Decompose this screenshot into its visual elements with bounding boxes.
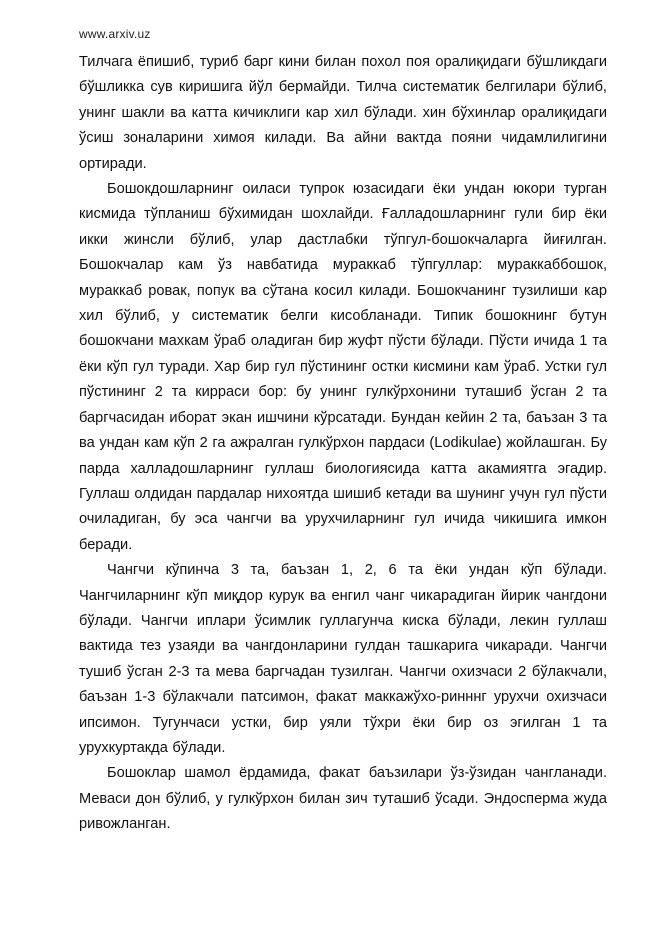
body-paragraph-4: Бошоклар шамол ёрдамида, факат баъзилари ўз-ўзидан чангланади. Меваси дон бўлиб, у гулкўрхон билан зич туташиб ўсади. Эндосперма жуда ривожланган. bbox=[79, 765, 607, 833]
body-paragraph-3: Чангчи кўпинча 3 та, баъзан 1, 2, 6 та ёки ундан кўп бўлади. Чангчиларнинг кўп миқдор курук ва енгил чанг чикарадиган йирик чангдони бўлади. Чангчи иплари ўсимлик гуллагунча киска бўлади, лекин гуллаш вактида тез узаяди ва чангдонларини гулдан ташкарига чикаради. Чангчи тушиб ўсган 2-3 та мева баргчадан тузилган. Чангчи охизчаси 2 бўлакчали, баъзан 1-3 бўлакчали патсимон, факат маккажўхо-ринннг урухчи охизчаси ипсимон. Тугунчаси устки, бир уяли тўхри ёки бир оз эгилган 1 та урухкуртакда бўлади. bbox=[79, 562, 607, 756]
document-page bbox=[79, 26, 607, 838]
site-header: www.arxiv.uz bbox=[79, 27, 151, 41]
body-paragraph-2: Бошокдошларнинг оиласи тупрок юзасидаги ёки ундан юкори турган кисмида тўпланиш бўхимидан шохлайди. Ғалладошларнинг гули бир ёки икки жинсли бўлиб, улар дастлабки тўпгул-бошокчаларга йиғилган. Бошокчалар кам ўз навбатида мураккаб тўпгуллар: мураккаббошок, мураккаб ровак, попук ва сўтана косил килади. Бошокчанинг тузилиши кар хил бўлиб, у систематик белги кисобланади. Типик бошокнинг бутун бошокчани маxкам ўраб оладиган бир жуфт пўсти бўлади. Пўсти ичида 1 та ёки кўп гул туради. Хар бир гул пўстининг остки кисмини кам ўраб. Устки гул пўстининг 2 та кирраси бор: бу унинг гулкўрхонини туташиб ўсган 2 та баргчасидан иборат экан ишчини кўрсатади. Бундан кейин 2 та, баъзан 3 та ва ундан кам кўп 2 га ажралган гулкўрхон пардаси (Lodikulae) жойлашган. Бу парда халладошларнинг гуллаш биологиясида катта акамиятга эгадир. Гуллаш олдидан пардалар нихоятда шишиб кетади ва шунинг учун гул пўсти очиладиган, бу эса чангчи ва урухчиларнинг гул ичида чикишига имкон беради. bbox=[79, 181, 607, 553]
body-paragraph-1: Тилчага ёпишиб, туриб барг кини билан похол поя оралиқидаги бўшликдаги бўшликка сув киришига йўл бермайди. Тилча систематик белгилари бўлиб, унинг шакли ва катта кичиклиги кар хил бўлади. хин бўхинлар оралиқидаги ўсиш зоналарини химоя килади. Ва айни вактда пояни чидамлилигини ортиради. bbox=[79, 54, 607, 172]
